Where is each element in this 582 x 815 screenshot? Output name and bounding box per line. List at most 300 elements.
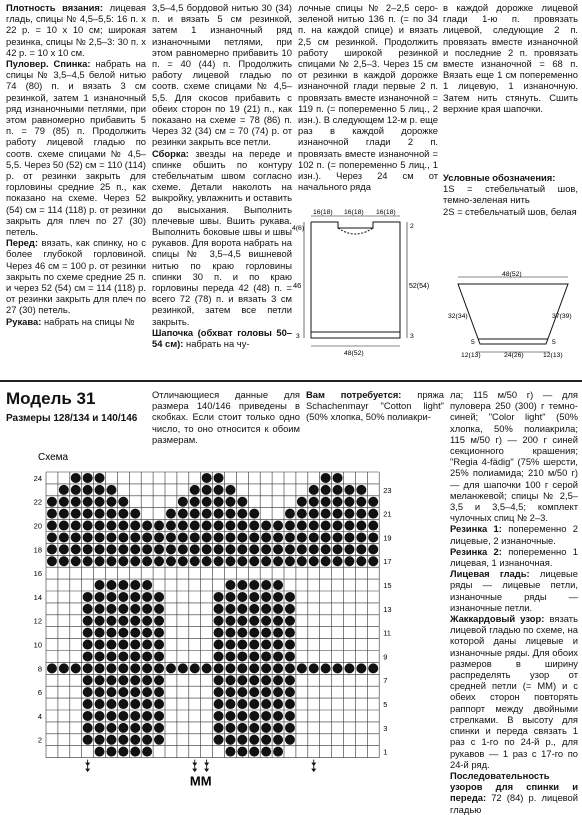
chart-stitch-dot (83, 687, 93, 697)
chart-stitch-dot (225, 640, 235, 650)
chart-stitch-dot (118, 628, 128, 638)
chart-stitch-dot (285, 628, 295, 638)
chart-stitch-dot (83, 723, 93, 733)
chart-stitch-dot (202, 485, 212, 495)
body-dimension-lines (304, 216, 407, 346)
chart-stitch-dot (249, 521, 259, 531)
chart-stitch-dot (142, 592, 152, 602)
legend-item-1s: 1S = стебельчатый шов, темно-зеленая нить (443, 183, 578, 206)
chart-stitch-dot (297, 663, 307, 673)
chart-stitch-dot (273, 723, 283, 733)
chart-stitch-dot (273, 640, 283, 650)
chart-stitch-dot (285, 592, 295, 602)
chart-stitch-dot (47, 663, 57, 673)
chart-stitch-dot (166, 521, 176, 531)
chart-stitch-dot (249, 723, 259, 733)
chart-stitch-dot (261, 556, 271, 566)
chart-stitch-dot (59, 532, 69, 542)
chart-row-label-right: 7 (383, 676, 388, 686)
chart-stitch-dot (356, 532, 366, 542)
chart-stitch-dot (225, 497, 235, 507)
chart-stitch-dot (71, 497, 81, 507)
chart-stitch-dot (214, 544, 224, 554)
chart-row-label-right: 5 (383, 700, 388, 710)
chart-stitch-dot (95, 544, 105, 554)
chart-stitch-dot (154, 735, 164, 745)
chart-stitch-dot (249, 556, 259, 566)
chart-stitch-dot (106, 640, 116, 650)
chart-stitch-dot (249, 735, 259, 745)
chart-stitch-dot (309, 556, 319, 566)
chart-stitch-dot (106, 711, 116, 721)
chart-stitch-dot (130, 544, 140, 554)
chart-stitch-dot (237, 687, 247, 697)
chart-stitch-dot (297, 544, 307, 554)
chart-stitch-dot (261, 532, 271, 542)
chart-stitch-dot (95, 521, 105, 531)
chart-stitch-dot (47, 521, 57, 531)
chart-arrow-head (204, 769, 209, 773)
chart-stitch-dot (249, 651, 259, 661)
chart-stitch-dot (142, 735, 152, 745)
knitting-chart (24, 450, 434, 796)
chart-stitch-dot (225, 616, 235, 626)
chart-stitch-dot (309, 532, 319, 542)
chart-stitch-dot (47, 532, 57, 542)
chart-stitch-dot (83, 556, 93, 566)
chart-stitch-dot (261, 616, 271, 626)
chart-stitch-dot (118, 723, 128, 733)
chart-stitch-dot (83, 473, 93, 483)
hat-text-end: в каждой дорожке лицевой глади 1-ю п. провязать лицевой, следующие 2 п. провязать вместе изнаночной и последние 2 п. провязать вместе изнаночной = 68 п. Вязать еще 1 см попеременно 1 лицевую, 1 изнаночную. Затем нить стянуть. Сшить верхние края шапочки. (443, 2, 578, 114)
chart-stitch-dot (333, 509, 343, 519)
sleeve-height-left: 32(34) (448, 313, 468, 320)
chart-stitch-dot (95, 735, 105, 745)
chart-stitch-dot (285, 711, 295, 721)
front-text: вязать, как спинку, но с более глубокой горловиной. Через 46 см = 100 р. от резинки закрыть по схеме средние 25 п. и через 52 (54) см = 114 (118) р. от резинки закрыть для плеч по 27 (30) петель. (6, 237, 146, 316)
chart-stitch-dot (47, 556, 57, 566)
text-column-2 (152, 2, 292, 349)
chart-stitch-dot (178, 663, 188, 673)
chart-stitch-dot (142, 628, 152, 638)
chart-stitch-dot (47, 544, 57, 554)
jacquard-text: вязать лицевой гладью по схеме, на которой даны лицевые и изнаночные ряды. Для обоих размеров в ширину распределять узор от средней петли (= ММ) и с обеих сторон повторять раппорт между двойными стрелками. В высоту для спинки и переда связать 1 раз с 1-го по 24-й р., для рукавов — 1 раз с 17-го по 24-й ряд. (450, 613, 578, 770)
chart-stitch-dot (130, 675, 140, 685)
chart-row-label-left: 4 (37, 711, 42, 721)
chart-stitch-dot (95, 723, 105, 733)
chart-stitch-dot (142, 544, 152, 554)
chart-stitch-dot (130, 651, 140, 661)
chart-stitch-dot (118, 556, 128, 566)
chart-stitch-dot (106, 663, 116, 673)
chart-stitch-dot (154, 532, 164, 542)
chart-stitch-dot (83, 640, 93, 650)
pullover-back-heading: Пуловер. Спинка: (6, 58, 91, 70)
chart-stitch-dot (154, 628, 164, 638)
chart-stitch-dot (130, 521, 140, 531)
chart-stitch-dot (190, 485, 200, 495)
chart-stitch-dot (154, 711, 164, 721)
chart-stitch-dot (321, 544, 331, 554)
chart-stitch-dot (142, 711, 152, 721)
chart-stitch-dot (214, 675, 224, 685)
chart-stitch-dot (166, 544, 176, 554)
chart-stitch-dot (225, 509, 235, 519)
chart-stitch-dot (130, 628, 140, 638)
chart-stitch-dot (273, 556, 283, 566)
chart-stitch-dot (273, 580, 283, 590)
chart-stitch-dot (368, 532, 378, 542)
chart-stitch-dot (47, 497, 57, 507)
chart-stitch-dot (130, 687, 140, 697)
chart-stitch-dot (83, 711, 93, 721)
chart-stitch-dot (237, 580, 247, 590)
chart-stitch-dot (106, 699, 116, 709)
body-width-bottom: 48(52) (344, 350, 364, 357)
chart-stitch-dot (273, 651, 283, 661)
chart-row-label-left: 14 (33, 592, 42, 602)
chart-stitch-dot (261, 699, 271, 709)
chart-stitch-dot (106, 592, 116, 602)
chart-stitch-dot (178, 509, 188, 519)
chart-stitch-dot (142, 580, 152, 590)
chart-stitch-dot (285, 509, 295, 519)
chart-stitch-dot (190, 544, 200, 554)
chart-stitch-dot (214, 711, 224, 721)
chart-stitch-dot (225, 675, 235, 685)
chart-stitch-dot (130, 711, 140, 721)
chart-stitch-dot (356, 509, 366, 519)
chart-stitch-dot (214, 532, 224, 542)
chart-stitch-dot (118, 711, 128, 721)
chart-stitch-dot (83, 675, 93, 685)
chart-stitch-dot (225, 532, 235, 542)
chart-stitch-dot (106, 651, 116, 661)
chart-stitch-dot (297, 556, 307, 566)
chart-stitch-dot (344, 497, 354, 507)
chart-stitch-dot (249, 628, 259, 638)
chart-stitch-dot (285, 651, 295, 661)
chart-stitch-dot (297, 497, 307, 507)
chart-stitch-dot (261, 604, 271, 614)
chart-stitch-dot (154, 699, 164, 709)
chart-stitch-dot (71, 532, 81, 542)
chart-stitch-dot (106, 687, 116, 697)
chart-stitch-dot (214, 592, 224, 602)
chart-stitch-dot (83, 663, 93, 673)
chart-stitch-dot (237, 556, 247, 566)
chart-stitch-dot (106, 532, 116, 542)
chart-row-label-right: 17 (383, 557, 392, 567)
sleeve-bottom-2: 24(26) (504, 352, 524, 359)
chart-stitch-dot (47, 509, 57, 519)
chart-stitch-dot (95, 711, 105, 721)
chart-stitch-dot (225, 521, 235, 531)
chart-stitch-dot (261, 580, 271, 590)
chart-stitch-dot (95, 687, 105, 697)
chart-stitch-dot (285, 544, 295, 554)
chart-stitch-dot (356, 544, 366, 554)
chart-stitch-dot (249, 747, 259, 757)
chart-stitch-dot (214, 699, 224, 709)
chart-stitch-dot (321, 663, 331, 673)
chart-stitch-dot (344, 544, 354, 554)
chart-stitch-dot (142, 675, 152, 685)
chart-stitch-dot (309, 663, 319, 673)
chart-stitch-dot (95, 628, 105, 638)
chart-stitch-dot (118, 735, 128, 745)
chart-stitch-dot (154, 723, 164, 733)
chart-stitch-dot (249, 675, 259, 685)
chart-stitch-dot (297, 521, 307, 531)
chart-stitch-dot (71, 485, 81, 495)
chart-stitch-dot (237, 747, 247, 757)
chart-stitch-dot (95, 580, 105, 590)
chart-stitch-dot (190, 509, 200, 519)
chart-stitch-dot (154, 616, 164, 626)
chart-stitch-dot (154, 544, 164, 554)
chart-stitch-dot (333, 544, 343, 554)
chart-stitch-dot (273, 521, 283, 531)
chart-arrow-head (85, 763, 90, 767)
model-intro-column (152, 389, 300, 445)
chart-stitch-dot (237, 735, 247, 745)
chart-stitch-dot (118, 544, 128, 554)
chart-stitch-dot (368, 521, 378, 531)
chart-stitch-dot (368, 556, 378, 566)
chart-arrows (85, 760, 316, 773)
sequence-heading: Последовательность узоров для спинки и переда: (450, 769, 578, 804)
chart-stitch-dot (71, 521, 81, 531)
chart-stitch-dot (344, 485, 354, 495)
chart-stitch-dot (225, 723, 235, 733)
chart-stitch-dot (273, 735, 283, 745)
chart-stitch-dot (59, 497, 69, 507)
model-instructions-column (450, 389, 578, 815)
chart-stitch-dot (297, 532, 307, 542)
chart-stitch-dot (106, 604, 116, 614)
chart-stitch-dot (95, 509, 105, 519)
body-neck-left: 4(6) (292, 225, 305, 232)
sequence-text: 72 (84) р. лицевой гладью (450, 792, 578, 815)
chart-stitch-dot (333, 663, 343, 673)
chart-stitch-dot (285, 663, 295, 673)
chart-stitch-dot (95, 663, 105, 673)
chart-stitch-dot (333, 497, 343, 507)
chart-stitch-dot (83, 628, 93, 638)
model-materials-column (306, 389, 444, 423)
chart-stitch-dot (356, 485, 366, 495)
chart-stitch-dot (321, 556, 331, 566)
legend-item-2s: 2S = стебельчатый шов, белая (443, 205, 577, 217)
chart-stitch-dot (273, 604, 283, 614)
chart-stitch-dot (130, 735, 140, 745)
sleeves-text-cont: 3,5–4,5 бордовой нитью 30 (34) п. и вязать 5 см резинкой, затем 1 изнаночный ряд изнаночными петлями, при этом равномерно прибавить 10 п. = 40 (44) п. Продолжить работу лицевой гладью по соотв. схеме спицами № 4,5–5,5. Для скосов прибавить с обеих сторон по 19 (21) п., как показано на схеме = 78 (86) п. Через 32 (34) см = 70 (74) р. от резинки закрыть все петли. (152, 2, 292, 148)
chart-stitch-dot (95, 485, 105, 495)
chart-stitch-dot (106, 556, 116, 566)
chart-stitch-dot (225, 651, 235, 661)
chart-stitch-dot (118, 640, 128, 650)
body-width-right: 16(18) (376, 209, 396, 216)
chart-stitch-dot (249, 592, 259, 602)
chart-stitch-dot (142, 640, 152, 650)
chart-stitch-dot (83, 651, 93, 661)
chart-stitch-dot (261, 521, 271, 531)
chart-stitch-dot (285, 723, 295, 733)
sleeve-height-right: 37(39) (552, 313, 572, 320)
chart-stitch-dot (285, 687, 295, 697)
chart-stitch-dot (118, 687, 128, 697)
chart-stitch-dot (130, 532, 140, 542)
chart-stitch-dot (118, 592, 128, 602)
chart-arrow-head (311, 769, 316, 773)
chart-stitch-dot (368, 509, 378, 519)
chart-stitch-dot (83, 532, 93, 542)
chart-stitch-dot (118, 604, 128, 614)
chart-stitch-dot (237, 604, 247, 614)
chart-stitch-dot (214, 556, 224, 566)
chart-stitch-dot (142, 604, 152, 614)
sleeves-heading: Рукава: (6, 315, 42, 327)
density-text: лицевая гладь, спицы № 4,5–5,5: 16 п. х 22 р. = 10 х 10 см; широкая резинка, спицы № 2,5–3: 30 п. х 42 р. = 10 х 10 см. (6, 2, 146, 58)
chart-stitch-dot (273, 687, 283, 697)
chart-stitch-dot (118, 747, 128, 757)
chart-stitch-dot (59, 485, 69, 495)
chart-stitch-dot (95, 556, 105, 566)
body-width-mid: 16(18) (344, 209, 364, 216)
legend-title: Условные обозначения: (443, 172, 556, 184)
materials-text-cont: ла; 115 м/50 г) — для пуловера 250 (300) г темно-синей; "Color light" (50% хлопка, 50% полиакрила; 115 м/50 г) — 200 г синей секционного крашения; "Regia 4-fädig" (75% шерсти, 25% полиамида; 210 м/50 г) — для шапочки 100 г серой меланжевой; спицы № 2,5–3,5 и 3,5–4,5; комплект чулочных спиц № 2–3. (450, 389, 578, 524)
chart-stitch-dot (190, 532, 200, 542)
chart-stitch-dot (71, 556, 81, 566)
chart-stitch-dot (321, 509, 331, 519)
chart-stitch-dot (202, 473, 212, 483)
chart-stitch-dot (309, 485, 319, 495)
chart-stitch-dot (118, 532, 128, 542)
chart-stitch-dot (225, 580, 235, 590)
chart-stitch-dot (214, 604, 224, 614)
chart-stitch-dot (166, 663, 176, 673)
jacquard-heading: Жаккардовый узор: (450, 613, 545, 625)
chart-stitch-dot (237, 723, 247, 733)
chart-stitch-dot (106, 747, 116, 757)
chart-stitch-dot (154, 663, 164, 673)
chart-stitch-dot (106, 509, 116, 519)
chart-stitch-dot (285, 675, 295, 685)
chart-stitch-dot (130, 747, 140, 757)
chart-stitch-dot (202, 521, 212, 531)
chart-stitch-dot (261, 735, 271, 745)
chart-stitch-dot (321, 532, 331, 542)
rib2-text: попеременно 1 лицевая, 1 изнаночная. (450, 545, 578, 569)
chart-row-label-left: 24 (33, 473, 42, 483)
chart-stitch-dot (178, 544, 188, 554)
chart-stitch-dot (368, 663, 378, 673)
chart-stitch-dot (202, 509, 212, 519)
chart-row-label-right: 13 (383, 604, 392, 614)
sleeve-rib-left: 5 (471, 339, 475, 346)
chart-stitch-dot (273, 628, 283, 638)
chart-stitch-dot (118, 580, 128, 590)
chart-stitch-dot (309, 521, 319, 531)
chart-stitch-dot (333, 521, 343, 531)
chart-stitch-dot (202, 497, 212, 507)
chart-stitch-dot (71, 473, 81, 483)
chart-stitch-dot (237, 640, 247, 650)
chart-stitch-dot (83, 485, 93, 495)
chart-stitch-dot (178, 556, 188, 566)
chart-stitch-dot (261, 651, 271, 661)
chart-stitch-dot (237, 699, 247, 709)
chart-stitch-dot (237, 592, 247, 602)
chart-stitch-dot (237, 521, 247, 531)
sleeve-bottom-1: 12(13) (461, 352, 481, 359)
chart-stitch-dot (59, 521, 69, 531)
chart-row-label-left: 16 (33, 569, 42, 579)
chart-row-label-right: 3 (383, 723, 388, 733)
chart-stitch-dot (59, 663, 69, 673)
chart-stitch-dot (237, 532, 247, 542)
chart-stitch-dot (237, 628, 247, 638)
chart-stitch-dot (225, 604, 235, 614)
chart-stitch-dot (106, 580, 116, 590)
chart-stitch-dot (202, 532, 212, 542)
chart-stitch-dot (142, 687, 152, 697)
chart-stitch-dot (225, 592, 235, 602)
chart-row-label-left: 12 (33, 616, 42, 626)
chart-stitch-dot (225, 556, 235, 566)
chart-stitch-dot (71, 663, 81, 673)
chart-stitch-dot (333, 532, 343, 542)
sleeve-bottom-3: 12(13) (543, 352, 563, 359)
stockinette-heading: Лицевая гладь: (450, 568, 530, 580)
chart-stitch-dot (321, 473, 331, 483)
chart-stitch-dot (130, 616, 140, 626)
chart-stitch-dot (333, 485, 343, 495)
chart-stitch-dot (95, 473, 105, 483)
section-divider (0, 380, 582, 382)
chart-stitch-dot (285, 699, 295, 709)
chart-stitch-dot (285, 640, 295, 650)
chart-stitch-dot (273, 592, 283, 602)
chart-stitch-dot (261, 592, 271, 602)
chart-stitch-dot (142, 556, 152, 566)
chart-stitch-dot (273, 616, 283, 626)
chart-stitch-dot (214, 509, 224, 519)
chart-stitch-dot (202, 544, 212, 554)
chart-stitch-dot (154, 687, 164, 697)
chart-stitch-dot (214, 497, 224, 507)
chart-arrow-head (192, 763, 197, 767)
chart-stitch-dot (285, 521, 295, 531)
chart-stitch-dot (95, 592, 105, 602)
chart-stitch-dot (297, 509, 307, 519)
chart-stitch-dot (249, 663, 259, 673)
chart-stitch-dot (118, 521, 128, 531)
chart-stitch-dot (273, 663, 283, 673)
chart-stitch-dot (273, 711, 283, 721)
chart-center-label: ММ (189, 773, 212, 789)
sleeves-text: набрать на спицы № (41, 315, 135, 327)
materials-heading: Вам потребуется: (306, 389, 402, 400)
chart-stitch-dot (118, 497, 128, 507)
chart-row-label-right: 11 (383, 628, 391, 638)
chart-stitch-dot (225, 747, 235, 757)
chart-stitch-dot (321, 521, 331, 531)
chart-stitch-dot (178, 521, 188, 531)
chart-stitch-dot (225, 628, 235, 638)
chart-stitch-dot (142, 747, 152, 757)
